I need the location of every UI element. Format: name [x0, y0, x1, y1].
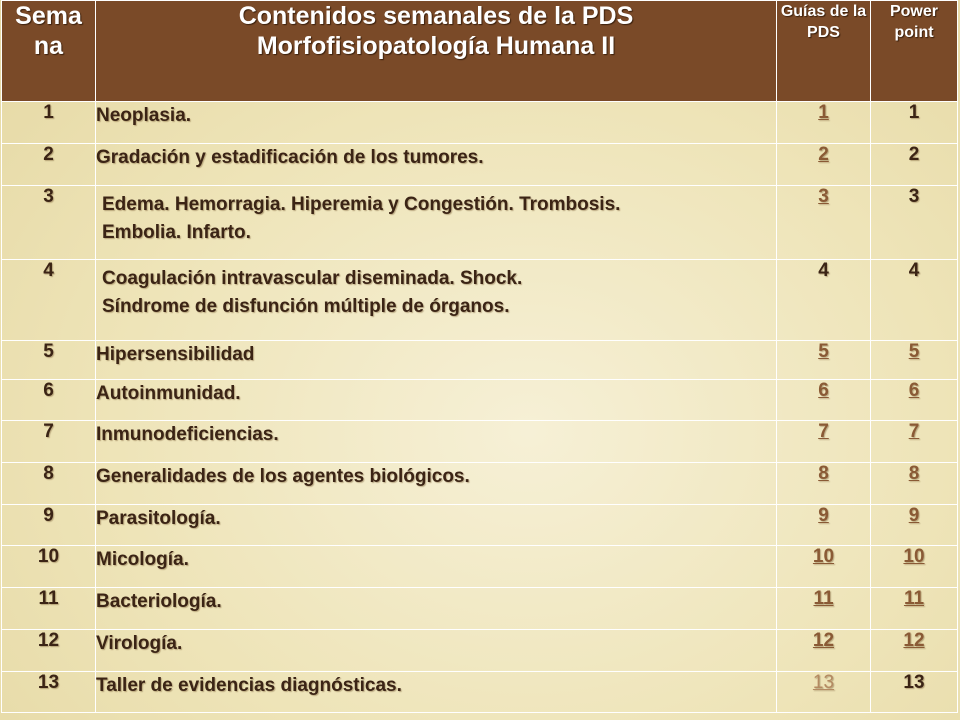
powerpoint-cell — [871, 380, 958, 421]
week-number: 13 — [2, 672, 96, 713]
powerpoint-cell — [871, 102, 958, 144]
week-number: 5 — [2, 341, 96, 380]
powerpoint-value: 2 — [908, 144, 920, 165]
guide-link[interactable]: 5 — [818, 341, 829, 362]
powerpoint-value: 1 — [908, 102, 920, 123]
powerpoint-cell — [871, 186, 958, 260]
content-line: Neoplasia. — [96, 105, 192, 126]
guide-link[interactable]: 6 — [818, 380, 829, 401]
table-row — [2, 505, 958, 546]
content-line: Parasitología. — [96, 508, 221, 529]
guide-cell — [777, 505, 871, 546]
content-line: Taller de evidencias diagnósticas. — [96, 675, 402, 696]
powerpoint-cell — [871, 672, 958, 713]
content-cell — [96, 380, 777, 421]
content-line: Generalidades de los agentes biológicos. — [96, 466, 470, 487]
content-cell — [96, 463, 777, 505]
powerpoint-cell — [871, 144, 958, 186]
table-row — [2, 380, 958, 421]
powerpoint-cell — [871, 463, 958, 505]
powerpoint-value: 4 — [908, 260, 920, 281]
content-line: Edema. Hemorragia. Hiperemia y Congestión. Trombosis. — [102, 194, 621, 215]
content-cell — [96, 672, 777, 713]
powerpoint-cell — [871, 421, 958, 463]
week-number: 6 — [2, 380, 96, 421]
powerpoint-link[interactable]: 6 — [908, 380, 920, 401]
header-week: Sema na — [2, 1, 96, 102]
guide-cell — [777, 186, 871, 260]
header-powerpoint: Power point — [871, 1, 958, 102]
guide-link[interactable]: 1 — [818, 102, 829, 123]
content-line: Micología. — [96, 549, 189, 570]
header-guides: Guías de la PDS — [777, 1, 871, 102]
content-cell — [96, 341, 777, 380]
content-line: Gradación y estadificación de los tumores. — [96, 147, 484, 168]
content-line: Bacteriología. — [96, 591, 222, 612]
table-row — [2, 546, 958, 588]
guide-value: 4 — [818, 260, 829, 281]
week-number: 8 — [2, 463, 96, 505]
table-row — [2, 463, 958, 505]
powerpoint-link[interactable]: 10 — [903, 546, 925, 567]
content-cell — [96, 630, 777, 672]
week-number: 11 — [2, 588, 96, 630]
table-row — [2, 102, 958, 144]
powerpoint-cell — [871, 588, 958, 630]
content-line: Autoinmunidad. — [96, 383, 241, 404]
table-row — [2, 630, 958, 672]
content-cell — [96, 144, 777, 186]
powerpoint-link[interactable]: 12 — [903, 630, 925, 651]
content-cell — [96, 505, 777, 546]
guide-cell — [777, 102, 871, 144]
week-number: 2 — [2, 144, 96, 186]
content-cell — [96, 102, 777, 144]
guide-link[interactable]: 13 — [812, 672, 835, 693]
powerpoint-cell — [871, 505, 958, 546]
content-line: Coagulación intravascular diseminada. Shock. — [102, 268, 523, 289]
guide-link[interactable]: 9 — [818, 505, 829, 526]
table-row — [2, 672, 958, 713]
powerpoint-cell — [871, 546, 958, 588]
powerpoint-cell — [871, 260, 958, 341]
content-cell — [96, 546, 777, 588]
powerpoint-link[interactable]: 9 — [908, 505, 920, 526]
guide-cell — [777, 421, 871, 463]
week-number: 1 — [2, 102, 96, 144]
table-row — [2, 341, 958, 380]
guide-link[interactable]: 7 — [818, 421, 829, 442]
content-cell — [96, 186, 777, 260]
week-number: 12 — [2, 630, 96, 672]
guide-link[interactable]: 8 — [818, 463, 829, 484]
guide-link[interactable]: 3 — [818, 186, 829, 207]
week-number: 4 — [2, 260, 96, 341]
content-cell — [96, 260, 777, 341]
powerpoint-cell — [871, 341, 958, 380]
powerpoint-link[interactable]: 7 — [908, 421, 920, 442]
content-line: Virología. — [96, 633, 183, 654]
guide-cell — [777, 260, 871, 341]
table-row — [2, 144, 958, 186]
week-number: 3 — [2, 186, 96, 260]
guide-link[interactable]: 11 — [813, 588, 834, 609]
table-row — [2, 588, 958, 630]
guide-cell — [777, 144, 871, 186]
powerpoint-cell — [871, 630, 958, 672]
powerpoint-link[interactable]: 5 — [908, 341, 920, 362]
guide-cell — [777, 463, 871, 505]
guide-cell — [777, 341, 871, 380]
header-content-line2: Morfofisiopatología Humana II — [256, 32, 616, 60]
week-number: 9 — [2, 505, 96, 546]
header-content-line1: Contenidos semanales de la PDS — [238, 2, 634, 30]
table-header-row — [2, 1, 958, 102]
table-row — [2, 260, 958, 341]
week-number: 7 — [2, 421, 96, 463]
table-row — [2, 186, 958, 260]
guide-cell — [777, 588, 871, 630]
guide-cell — [777, 380, 871, 421]
content-line: Hipersensibilidad — [96, 344, 255, 365]
content-cell — [96, 588, 777, 630]
powerpoint-link[interactable]: 11 — [903, 588, 925, 609]
header-content — [96, 1, 777, 102]
powerpoint-value: 13 — [903, 672, 925, 693]
content-line: Inmunodeficiencias. — [96, 424, 279, 445]
content-cell — [96, 421, 777, 463]
week-number: 10 — [2, 546, 96, 588]
guide-link[interactable]: 10 — [812, 546, 835, 567]
guide-cell — [777, 672, 871, 713]
content-line: Embolia. Infarto. — [102, 222, 251, 243]
guide-link[interactable]: 2 — [818, 144, 829, 165]
guide-cell — [777, 546, 871, 588]
weekly-content-table — [1, 0, 958, 713]
powerpoint-link[interactable]: 8 — [908, 463, 920, 484]
guide-link[interactable]: 12 — [812, 630, 835, 651]
powerpoint-value: 3 — [908, 186, 920, 207]
guide-cell — [777, 630, 871, 672]
table-row — [2, 421, 958, 463]
content-line: Síndrome de disfunción múltiple de órganos. — [102, 296, 510, 317]
